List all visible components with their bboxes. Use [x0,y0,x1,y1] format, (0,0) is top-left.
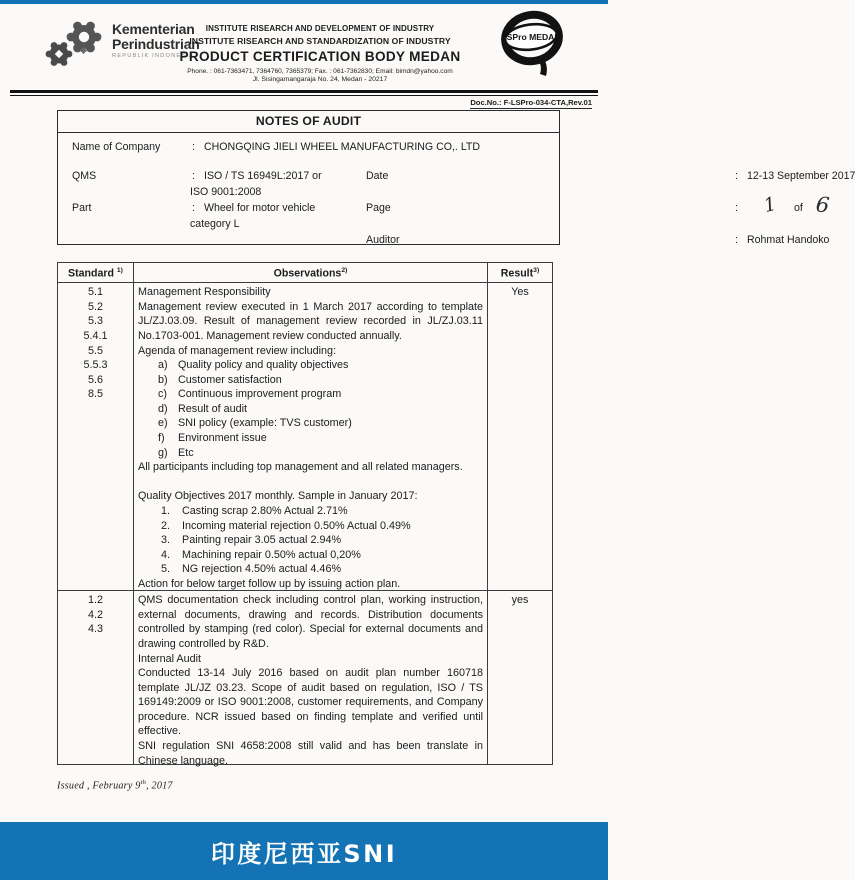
standard-clause: 4.3 [87,623,103,636]
agenda-item: Etc [178,446,194,459]
date-value: 12-13 September 2017 [747,170,855,182]
bottom-banner [0,822,608,880]
agenda-item: Result of audit [178,402,248,415]
qms-label: QMS [72,170,97,182]
result-cell: yes [488,591,553,765]
agenda-item: Continuous improvement program [178,388,342,401]
banner-text: 印度尼西亚SNI [210,839,398,868]
colon: : [192,202,195,214]
agenda-list [138,358,483,460]
page-current-handwritten: 1 [761,192,779,218]
standard-clause: 5.6 [87,373,103,386]
observation-text: Management Responsibility [138,286,271,299]
top-accent-bar [0,0,608,4]
company-label: Name of Company [72,141,161,153]
lspro-medan-logo-icon [496,8,572,87]
result-column-header: Result$^{3)}$ [488,263,553,283]
table-row [58,283,553,591]
page-label: Page [366,202,391,214]
standards-cell [58,591,134,765]
page-total-handwritten: 6 [814,192,831,218]
standard-clause: 5.5.3 [83,359,108,372]
standards-cell [58,283,134,591]
issued-date: Issued , February 9th, 2017 [57,779,173,792]
colon: : [192,170,195,182]
standard-clause: 5.5 [87,344,103,357]
ministry-name-line1: Kementerian [112,21,195,37]
page-row [366,192,831,218]
agenda-item: SNI policy (example: TVS customer) [178,417,352,430]
standard-clause: 5.2 [87,300,103,313]
institute-line2: INSTITUTE RISEARCH AND STANDARDIZATION OF INDUSTRY [189,36,451,46]
document-number: Doc.No.: F-LSPro-034-CTA,Rev.01 [470,98,592,107]
standard-clause: 4.2 [87,608,103,621]
observation-text: Quality Objectives 2017 monthly. Sample in January 2017: [138,490,418,503]
date-row [366,170,855,182]
address-line: Jl. Sisingamangaraja No. 24, Medan - 20217 [252,76,388,83]
contact-line: Phone. : 061-7363471, 7364760, 7365379; Fax. : 061-7362830; Email: bimdn@yahoo.com [187,68,453,75]
auditor-label: Auditor [366,234,400,246]
table-row [58,591,553,765]
objective-item: Casting scrap 2.80% Actual 2.71% [182,505,348,518]
observation-text: Agenda of management review including: [138,344,337,357]
observation-text: SNI regulation SNI 4658:2008 still valid and has been translate in Chinese language. [138,740,483,767]
letterhead-center [150,24,490,83]
standard-clause: 5.1 [87,286,103,299]
observation-text: Conducted 13-14 July 2016 based on audit plan number 160718 template JL/JZ 03.23. Scope of audit based on regulation, ISO / TS 169149:2009 or ISO 9001:2008, customer requirements, and Company procedure. NCR issued based on finding template and verified until effective. [138,667,483,738]
objective-item: Painting repair 3.05 actual 2.94% [182,534,342,547]
objective-item: NG rejection 4.50% actual 4.46% [182,563,342,576]
qms-value-line1: ISO / TS 16949L:2017 or [204,170,322,182]
standard-clause: 8.5 [87,388,103,401]
table-header-row [58,263,553,283]
company-row [72,141,481,153]
audit-info-fields [58,133,855,246]
standard-clause: 1.2 [87,594,103,607]
letterhead-divider [10,90,598,96]
part-value-line1: Wheel for motor vehicle [204,202,316,214]
ministry-name-line2: Perindustrian [112,35,200,52]
observation-text: All participants including top management and all related managers. [138,461,463,474]
agenda-item: Quality policy and quality objectives [178,359,349,372]
observation-text: Action for below target follow up by issuing action plan. [138,578,401,590]
certification-body-title: PRODUCT CERTIFICATION BODY MEDAN [179,49,461,64]
observation-text: QMS documentation check including control plan, working instruction, external documents, drawing and records. Distribution documents controlled by stamping (red color). Special for external documents and drawing controlled by R&D. [138,594,483,650]
audit-findings-table [57,262,553,765]
part-label: Part [72,202,92,214]
ministry-subtitle: REPUBLIK INDONESIA [112,53,194,60]
standard-column-header: Standard $^{1)}$ [58,263,134,283]
qms-row [72,170,322,182]
page-title: NOTES OF AUDIT [58,111,559,133]
qms-value-line2: ISO 9001:2008 [190,186,262,198]
result-cell: Yes [488,283,553,591]
colon: : [192,141,195,153]
date-label: Date [366,170,389,182]
colon: : [735,202,738,214]
standard-clause: 5.3 [87,315,103,328]
colon: : [735,170,738,182]
page-of-label: of [794,202,803,214]
institute-line1: INSTITUTE RISEARCH AND DEVELOPMENT OF INDUSTRY [205,24,435,33]
observation-text: Management review executed in 1 March 2017 according to template JL/ZJ.03.09. Result of management review recorded in JL/ZJ.03.11 No.1703-001. Management review conducted annually. [138,300,483,342]
auditor-value: Rohmat Handoko [747,234,830,246]
objectives-list [138,504,483,577]
lspro-logo-text: LSPro MEDAN [501,32,561,42]
observations-cell [134,283,488,591]
observation-text: Internal Audit [138,652,202,665]
ministry-gears-icon [44,18,106,75]
company-value: CHONGQING JIELI WHEEL MANUFACTURING CO,. LTD [204,141,481,153]
part-row [72,202,316,214]
observations-column-header: Observations$^{2)}$ [134,263,488,283]
agenda-item: Customer satisfaction [178,373,282,386]
notes-of-audit-box [57,110,855,246]
colon: : [735,234,738,246]
standard-clause: 5.4.1 [83,329,108,342]
observations-cell [134,591,488,765]
agenda-item: Environment issue [178,432,267,445]
part-value-line2: category L [190,218,240,230]
objective-item: Machining repair 0.50% actual 0,20% [182,548,361,561]
objective-item: Incoming material rejection 0.50% Actual 0.49% [182,519,411,532]
auditor-row [366,234,830,246]
